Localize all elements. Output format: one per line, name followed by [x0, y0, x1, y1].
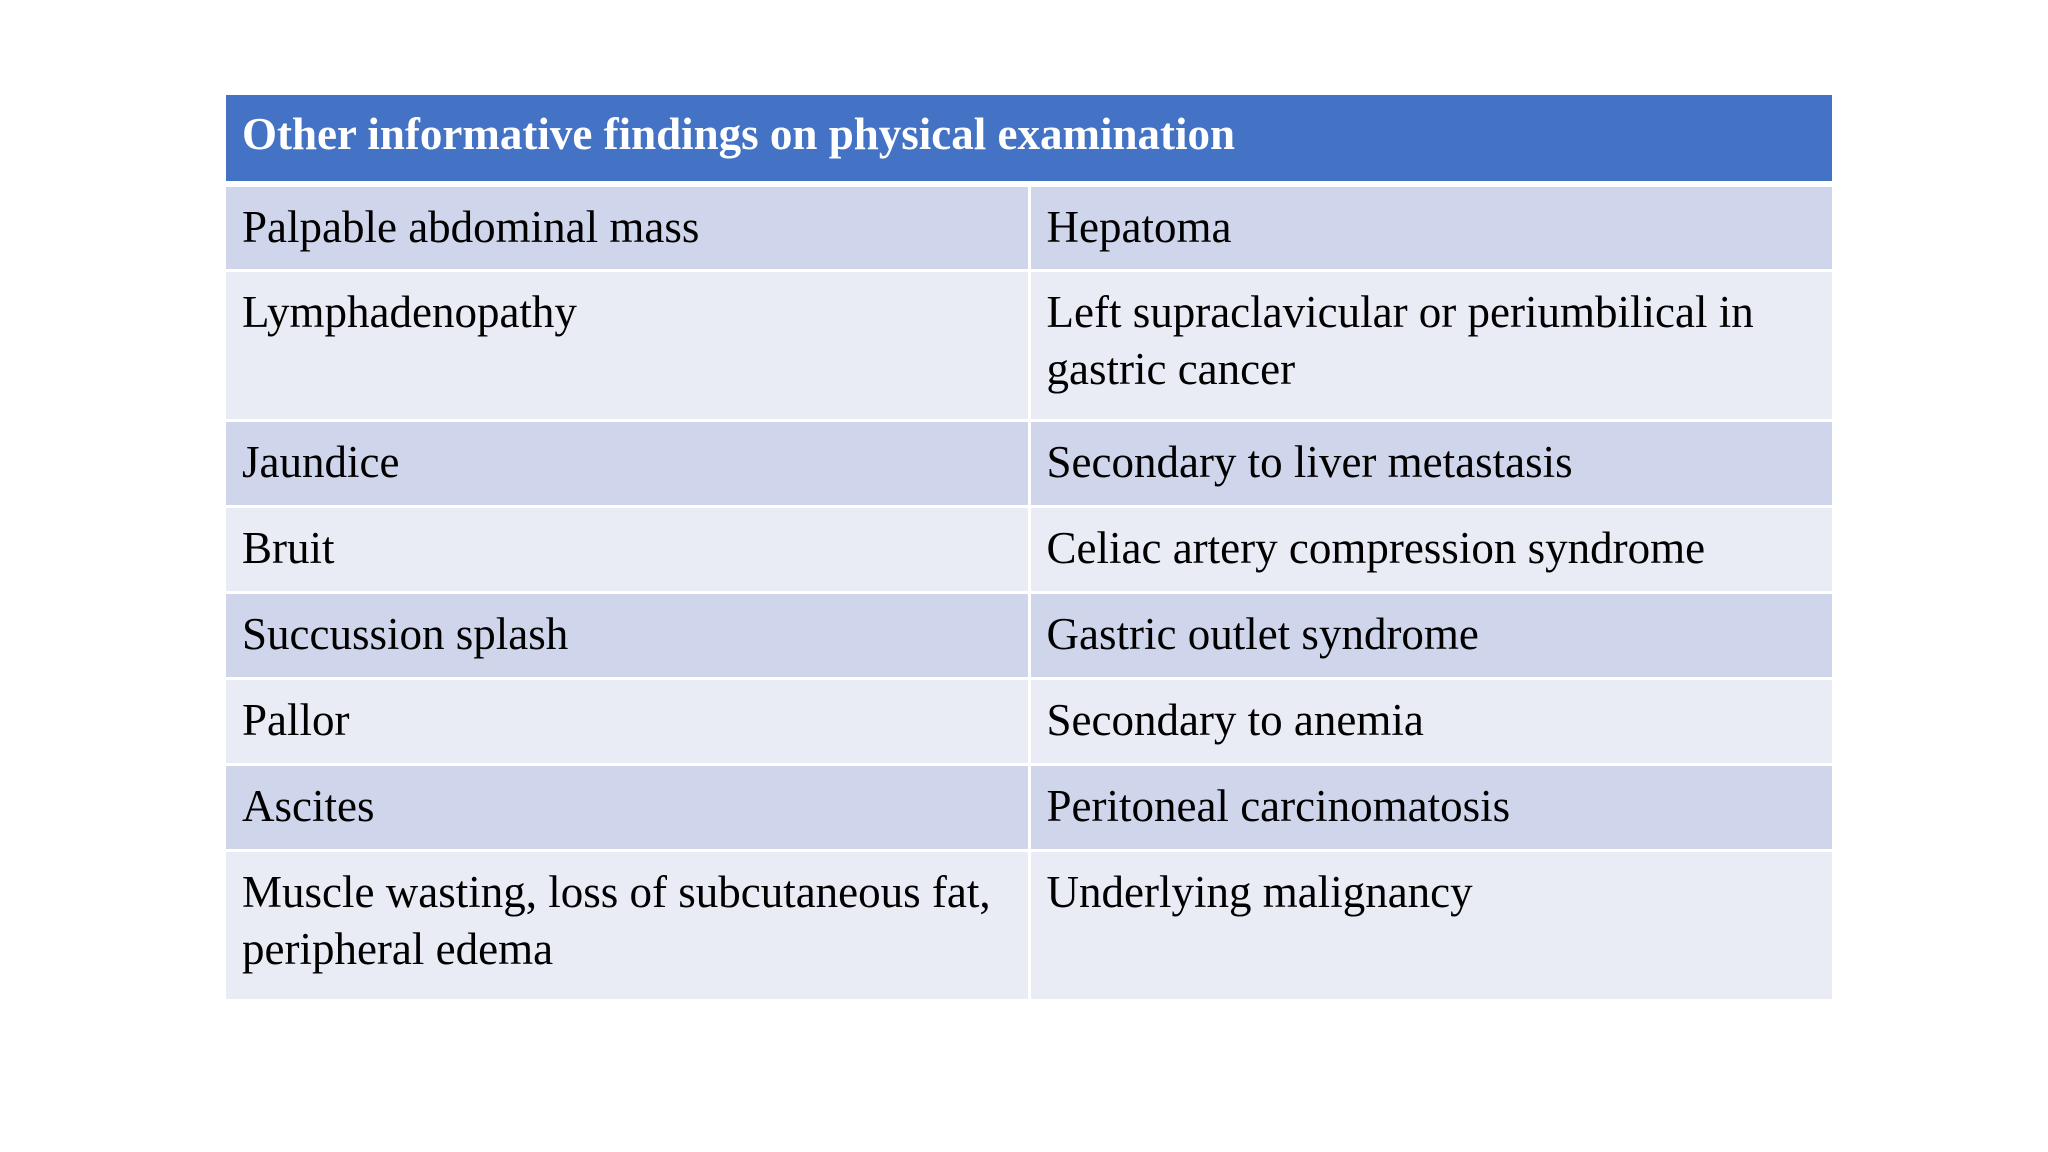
finding-cell: Lymphadenopathy	[226, 270, 1029, 420]
table-title: Other informative findings on physical examination	[226, 95, 1832, 184]
findings-table	[226, 95, 1832, 1002]
table-header-row	[226, 95, 1832, 184]
finding-cell: Ascites	[226, 764, 1029, 850]
table-row	[226, 420, 1832, 506]
association-cell: Secondary to anemia	[1029, 678, 1832, 764]
table-row	[226, 850, 1832, 1000]
finding-cell: Muscle wasting, loss of subcutaneous fat, peripheral edema	[226, 850, 1029, 1000]
table-row	[226, 764, 1832, 850]
table-row	[226, 270, 1832, 420]
association-cell: Left supraclavicular or periumbilical in gastric cancer	[1029, 270, 1832, 420]
association-cell: Hepatoma	[1029, 184, 1832, 270]
finding-cell: Succussion splash	[226, 592, 1029, 678]
association-cell: Peritoneal carcinomatosis	[1029, 764, 1832, 850]
association-cell: Gastric outlet syndrome	[1029, 592, 1832, 678]
table-row	[226, 592, 1832, 678]
association-cell: Secondary to liver metastasis	[1029, 420, 1832, 506]
association-cell: Celiac artery compression syndrome	[1029, 506, 1832, 592]
table-row	[226, 506, 1832, 592]
association-cell: Underlying malignancy	[1029, 850, 1832, 1000]
finding-cell: Palpable abdominal mass	[226, 184, 1029, 270]
table-row	[226, 184, 1832, 270]
finding-cell: Bruit	[226, 506, 1029, 592]
finding-cell: Jaundice	[226, 420, 1029, 506]
table-row	[226, 678, 1832, 764]
finding-cell: Pallor	[226, 678, 1029, 764]
